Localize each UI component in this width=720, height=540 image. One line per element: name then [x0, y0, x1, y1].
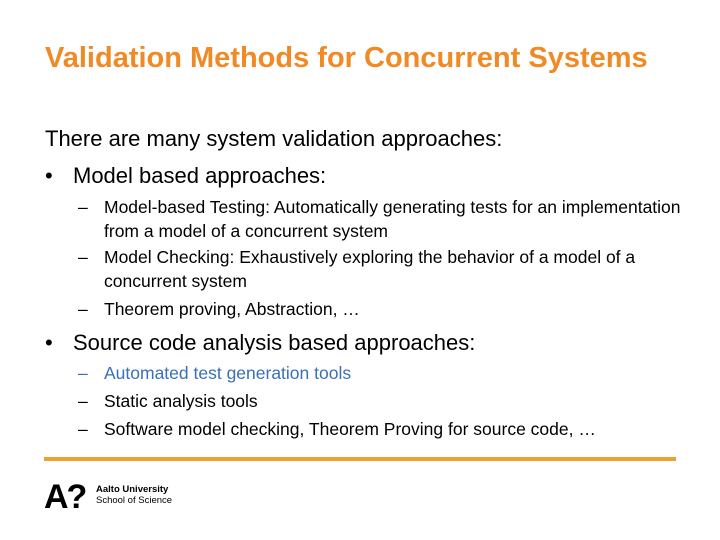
- logo-text: [96, 484, 172, 506]
- dash-marker: –: [78, 363, 88, 383]
- slide-title: Validation Methods for Concurrent Systems: [45, 42, 648, 74]
- bullet-marker: •: [45, 163, 53, 188]
- bullet-text: Source code analysis based approaches:: [73, 330, 476, 355]
- sub-item-link[interactable]: Automated test generation tools: [104, 363, 352, 383]
- sub-item-theorem-proving: [78, 297, 688, 321]
- aalto-logo: [44, 480, 194, 516]
- sub-item-model-based-testing: [78, 195, 688, 243]
- sub-item-software-model-checking: [78, 417, 688, 441]
- footer-divider: [44, 457, 676, 461]
- bullet-source-code: [45, 329, 475, 357]
- dash-marker: –: [78, 419, 88, 439]
- sub-item-automated-test-generation[interactable]: [78, 361, 688, 385]
- sub-item-text: Model Checking: Exhaustively exploring the behavior of a model of a concurrent system: [104, 247, 636, 291]
- dash-marker: –: [78, 391, 88, 411]
- logo-line-university: Aalto University: [96, 484, 169, 495]
- dash-marker: –: [78, 299, 88, 319]
- bullet-model-based: [45, 162, 326, 190]
- logo-mark: A?: [44, 478, 86, 516]
- logo-line-school: School of Science: [96, 495, 173, 506]
- sub-item-static-analysis: [78, 389, 688, 413]
- sub-item-text: Model-based Testing: Automatically generating tests for an implementation from a model of a concurrent system: [104, 197, 681, 241]
- sub-item-text: Static analysis tools: [104, 391, 258, 411]
- sub-item-text: Software model checking, Theorem Proving for source code, …: [104, 419, 596, 439]
- sub-item-text: Theorem proving, Abstraction, …: [104, 299, 360, 319]
- intro-text: There are many system validation approaches:: [45, 126, 503, 151]
- dash-marker: –: [78, 197, 88, 217]
- sub-item-model-checking: [78, 245, 688, 293]
- bullet-text: Model based approaches:: [73, 163, 327, 188]
- dash-marker: –: [78, 247, 88, 267]
- bullet-marker: •: [45, 330, 53, 355]
